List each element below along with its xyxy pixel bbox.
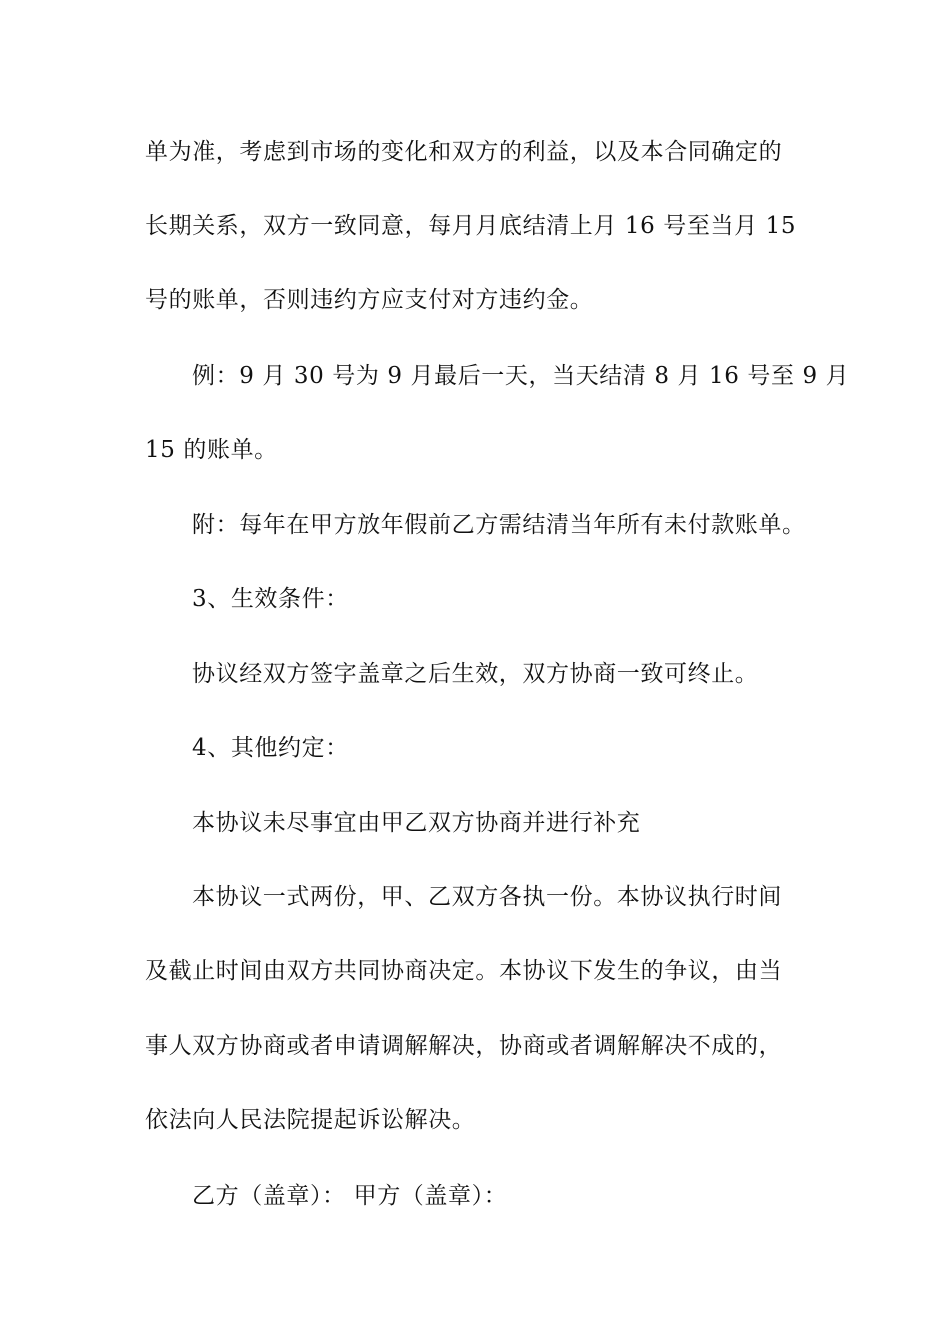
paragraph-line: 协议经双方签字盖章之后生效，双方协商一致可终止。 [192,661,759,687]
example-line: 15 的账单。 [145,437,278,463]
signature-line: 乙方（盖章）： 甲方（盖章）： [192,1183,508,1209]
paragraph-line: 及截止时间由双方共同协商决定。本协议下发生的争议，由当 [145,958,783,984]
paragraph-line: 本协议未尽事宜由甲乙双方协商并进行补充 [192,810,641,836]
example-line: 例：9 月 30 号为 9 月最后一天，当天结清 8 月 16 号至 9 月 [192,363,850,389]
paragraph-line: 号的账单，否则违约方应支付对方违约金。 [145,287,594,313]
paragraph-line: 依法向人民法院提起诉讼解决。 [145,1107,476,1133]
appendix-line: 附：每年在甲方放年假前乙方需结清当年所有未付款账单。 [192,512,806,538]
paragraph-line: 本协议一式两份，甲、乙双方各执一份。本协议执行时间 [192,884,782,910]
section-heading: 4、其他约定： [192,735,349,761]
paragraph-line: 单为准，考虑到市场的变化和双方的利益，以及本合同确定的 [145,139,783,165]
paragraph-line: 事人双方协商或者申请调解解决，协商或者调解解决不成的， [145,1033,783,1059]
section-heading: 3、生效条件： [192,586,349,612]
paragraph-line: 长期关系，双方一致同意，每月月底结清上月 16 号至当月 15 [145,213,797,239]
